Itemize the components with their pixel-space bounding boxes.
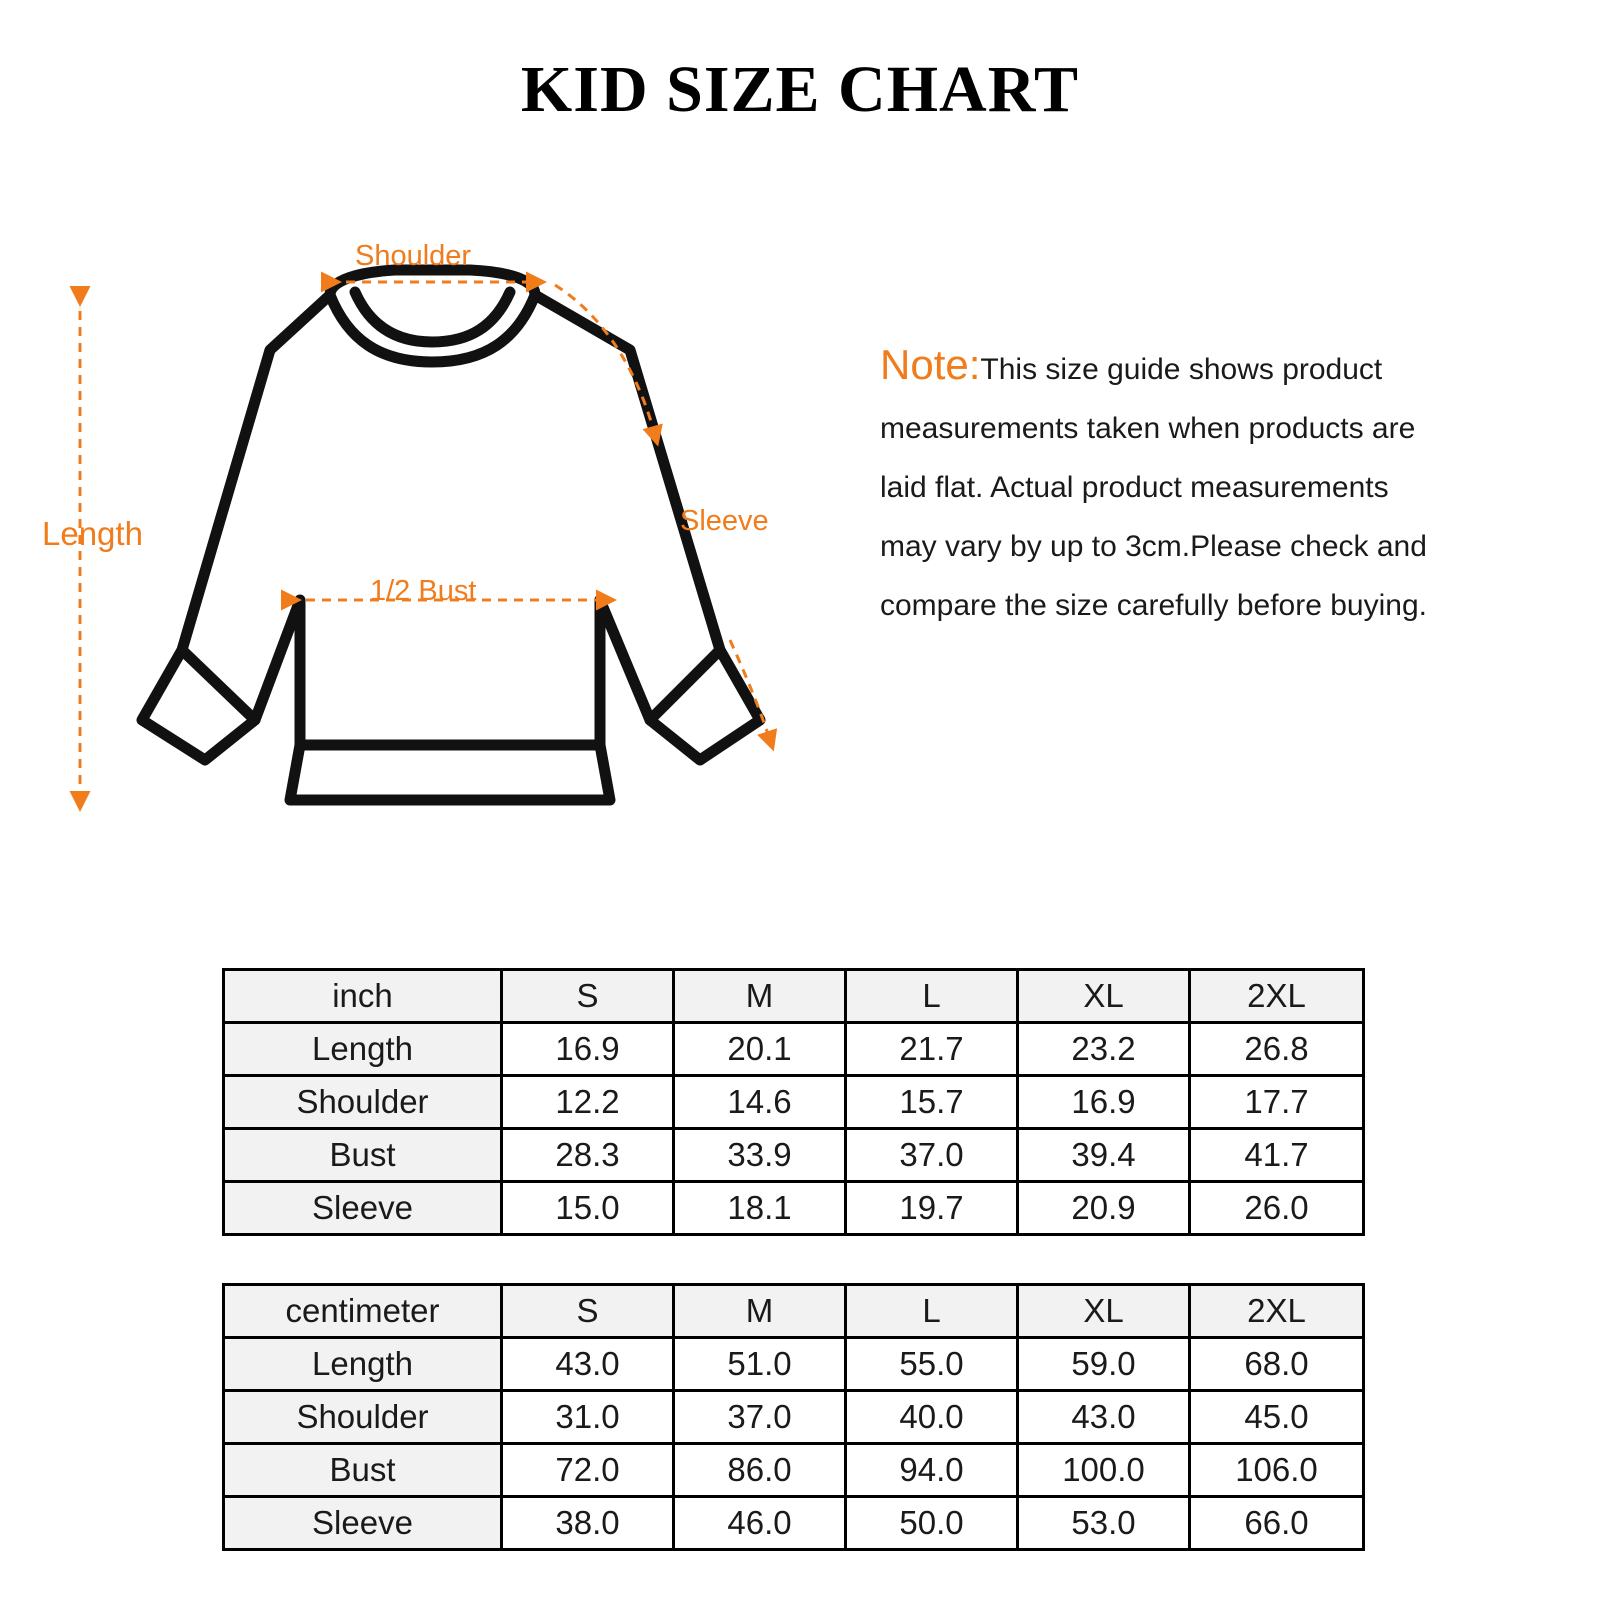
table-row [224,1076,1364,1129]
cell: 41.7 [1190,1129,1364,1182]
cell: 37.0 [846,1129,1018,1182]
row-label: Shoulder [224,1076,502,1129]
row-label: Sleeve [224,1497,502,1550]
cell: 43.0 [502,1338,674,1391]
table-header-s: S [502,1285,674,1338]
table-header-unit: inch [224,970,502,1023]
cell: 15.0 [502,1182,674,1235]
note-heading: Note: [880,341,981,388]
cell: 14.6 [674,1076,846,1129]
cell: 43.0 [1018,1391,1190,1444]
cell: 59.0 [1018,1338,1190,1391]
cell: 31.0 [502,1391,674,1444]
table-row [224,1391,1364,1444]
cell: 16.9 [502,1023,674,1076]
cell: 68.0 [1190,1338,1364,1391]
note-text-1: This size guide shows product [980,353,1383,386]
note-line-1 [880,335,1540,399]
cell: 86.0 [674,1444,846,1497]
note-line-4: may vary by up to 3cm.Please check and [880,530,1427,563]
table-row [224,1338,1364,1391]
cell: 17.7 [1190,1076,1364,1129]
label-length: Length [42,515,143,552]
table-row [224,1129,1364,1182]
table-row [224,970,1364,1023]
cell: 37.0 [674,1391,846,1444]
cell: 28.3 [502,1129,674,1182]
page-title: KID SIZE CHART [520,53,1080,126]
table-header-unit: centimeter [224,1285,502,1338]
table-centimeter [222,1283,1365,1551]
cell: 66.0 [1190,1497,1364,1550]
label-sleeve: Sleeve [680,505,769,537]
table-row [224,1497,1364,1550]
label-shoulder: Shoulder [355,240,472,272]
cell: 100.0 [1018,1444,1190,1497]
cell: 38.0 [502,1497,674,1550]
size-table-centimeter [222,1283,1362,1551]
note-line-3: laid flat. Actual product measurements [880,471,1389,504]
note-line-2: measurements taken when products are [880,412,1416,445]
cell: 94.0 [846,1444,1018,1497]
table-header-2xl: 2XL [1190,970,1364,1023]
table-row [224,1285,1364,1338]
cell: 12.2 [502,1076,674,1129]
garment-diagram [30,200,850,840]
cell: 50.0 [846,1497,1018,1550]
cell: 46.0 [674,1497,846,1550]
size-table-inch [222,968,1362,1236]
cell: 26.0 [1190,1182,1364,1235]
row-label: Sleeve [224,1182,502,1235]
table-row [224,1182,1364,1235]
row-label: Shoulder [224,1391,502,1444]
cell: 20.9 [1018,1182,1190,1235]
cell: 18.1 [674,1182,846,1235]
table-header-xl: XL [1018,970,1190,1023]
label-bust: 1/2 Bust [370,575,477,607]
cell: 26.8 [1190,1023,1364,1076]
cell: 106.0 [1190,1444,1364,1497]
cell: 40.0 [846,1391,1018,1444]
row-label: Bust [224,1444,502,1497]
note-line-5: compare the size carefully before buying. [880,589,1427,622]
cell: 33.9 [674,1129,846,1182]
cell: 51.0 [674,1338,846,1391]
table-header-l: L [846,1285,1018,1338]
table-header-2xl: 2XL [1190,1285,1364,1338]
table-header-xl: XL [1018,1285,1190,1338]
table-header-l: L [846,970,1018,1023]
cell: 19.7 [846,1182,1018,1235]
table-header-m: M [674,970,846,1023]
cell: 45.0 [1190,1391,1364,1444]
table-row [224,1444,1364,1497]
cell: 21.7 [846,1023,1018,1076]
table-header-s: S [502,970,674,1023]
cell: 39.4 [1018,1129,1190,1182]
row-label: Length [224,1338,502,1391]
table-inch [222,968,1365,1236]
cell: 20.1 [674,1023,846,1076]
table-header-m: M [674,1285,846,1338]
row-label: Length [224,1023,502,1076]
note-block [880,335,1540,635]
table-row [224,1023,1364,1076]
cell: 23.2 [1018,1023,1190,1076]
cell: 72.0 [502,1444,674,1497]
row-label: Bust [224,1129,502,1182]
cell: 16.9 [1018,1076,1190,1129]
cell: 53.0 [1018,1497,1190,1550]
cell: 15.7 [846,1076,1018,1129]
cell: 55.0 [846,1338,1018,1391]
